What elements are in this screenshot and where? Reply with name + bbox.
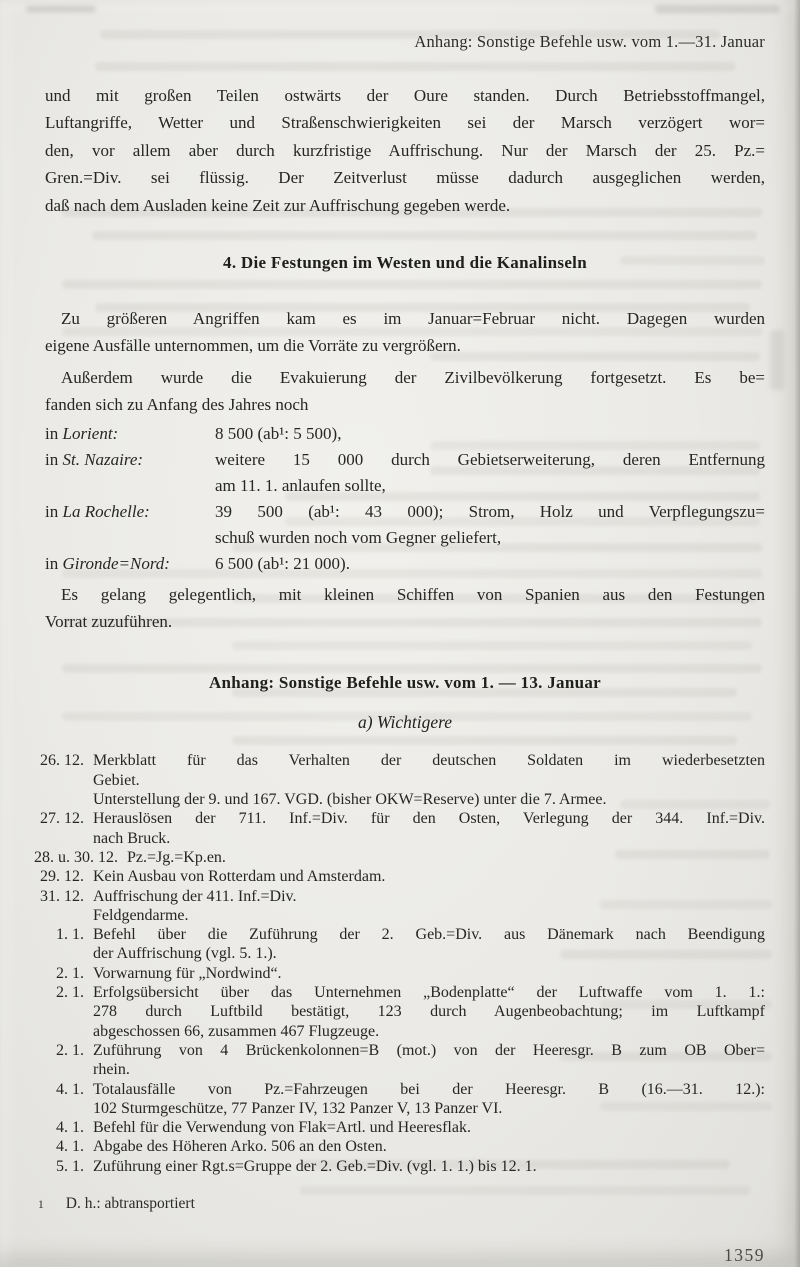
- entry-date: 29. 12.: [40, 868, 84, 886]
- entry-text: Vorwarnung für „Nordwind“.: [93, 964, 282, 982]
- order-entry: [34, 809, 765, 848]
- order-entry: [34, 1157, 765, 1176]
- entry-text: Pz.=Jg.=Kp.en.: [127, 848, 226, 866]
- footnote: [38, 1194, 765, 1215]
- order-entry: [34, 1080, 765, 1119]
- fortress-detail: weitere 15 000 durch Gebietserweiterung, deren Entfernung am 11. 1. anlaufen sollte,: [215, 449, 765, 495]
- paragraph: Zu größeren Angriffen kam es im Januar=Februar nicht. Dagegen wurden eigene Ausfälle unternommen, um die Vorräte zu vergrößern.: [45, 309, 765, 356]
- entry-text: Abgabe des Höheren Arko. 506 an den Osten.: [93, 1138, 387, 1156]
- order-entry: [34, 751, 765, 809]
- fortress-detail: 39 500 (ab¹: 43 000); Strom, Holz und Verpflegungszu= schuß wurden noch vom Gegner geliefert,: [215, 501, 765, 547]
- fortress-prefix: in: [45, 423, 59, 443]
- order-entry: [34, 925, 765, 964]
- entry-date: 4. 1.: [56, 1080, 84, 1098]
- order-entry: [34, 867, 765, 886]
- entry-text: Befehl für die Verwendung von Flak=Artl. und Heeresflak.: [93, 1119, 471, 1137]
- fortress-prefix: in: [45, 501, 59, 521]
- order-entry: [34, 964, 765, 983]
- entry-date: 2. 1.: [56, 1041, 84, 1059]
- order-entry: [34, 983, 765, 1041]
- footnote-marker: 1: [38, 1199, 44, 1211]
- entry-text: Merkblatt für das Verhalten der deutschen Soldaten im wiederbesetzten Gebiet. Unterstellung der 9. und 167. VGD. (bisher OKW=Reserve) unter die 7. Armee.: [93, 752, 765, 809]
- entry-text: Totalausfälle von Pz.=Fahrzeugen bei der Heeresgr. B (16.—31. 12.): 102 Sturmgeschütze, 77 Panzer IV, 132 Panzer V, 13 Panzer VI.: [93, 1080, 765, 1117]
- entry-text: Erfolgsübersicht über das Unternehmen „Bodenplatte“ der Luftwaffe vom 1. 1.: 278 durch Luftbild bestätigt, 123 durch Augenbeobachtung; im Luftkampf abgeschossen 66, zusammen 467 Flugzeuge.: [93, 984, 765, 1040]
- order-entry: [34, 1137, 765, 1156]
- intro-paragraph: und mit großen Teilen ostwärts der Oure standen. Durch Betriebsstoffmangel, Luftangriffe, Wetter und Straßenschwierigkeiten sei der Marsch verzögert wor= den, vor allem aber durch kurzfristige Auffrischung. Nur der Marsch der 25. Pz.= Gren.=Div. sei flüssig. Der Zeitverlust müsse dadurch ausgeglichen werden, daß nach dem Ausladen keine Zeit zur Auffrischung gegeben werde.: [45, 86, 765, 215]
- fortress-prefix: in: [45, 553, 59, 573]
- order-entry: [34, 1118, 765, 1137]
- fortress-place: Gironde=Nord:: [62, 553, 170, 573]
- footnote-text: D. h.: abtransportiert: [65, 1195, 195, 1212]
- entry-date: 2. 1.: [56, 984, 84, 1002]
- entry-date: 2. 1.: [56, 964, 84, 982]
- entry-text: Zuführung von 4 Brückenkolonnen=B (mot.) von der Heeresgr. B zum OB Ober= rhein.: [93, 1041, 765, 1079]
- fortress-row: [45, 499, 765, 551]
- fortress-row: [45, 551, 765, 577]
- fortress-detail: 6 500 (ab¹: 21 000).: [215, 553, 350, 573]
- fortress-name: [45, 421, 215, 447]
- fortress-row: [45, 447, 765, 499]
- fortress-place: La Rochelle:: [62, 501, 150, 521]
- entry-date: 31. 12.: [40, 887, 84, 905]
- fortress-place: St. Nazaire:: [62, 449, 144, 469]
- appendix-subheading: a) Wichtigere: [357, 712, 453, 733]
- fortress-prefix: in: [45, 449, 59, 469]
- fortress-name: [45, 499, 215, 525]
- fortress-place: Lorient:: [62, 423, 119, 443]
- order-entry: [34, 887, 765, 926]
- entry-date: 27. 12.: [40, 810, 84, 828]
- entry-text: Auffrischung der 411. Inf.=Div. Feldgendarme.: [93, 887, 297, 924]
- entry-text: Kein Ausbau von Rotterdam und Amsterdam.: [93, 868, 386, 886]
- paragraph: Es gelang gelegentlich, mit kleinen Schiffen von Spanien aus den Festungen Vorrat zuzuführen.: [45, 584, 765, 632]
- order-entry: [34, 848, 765, 867]
- running-header: Anhang: Sonstige Befehle usw. vom 1.—31. Januar: [414, 32, 765, 51]
- entry-date: 1. 1.: [56, 926, 84, 944]
- page-number: 1359: [724, 1245, 765, 1265]
- entry-date: 5. 1.: [56, 1157, 84, 1175]
- entry-text: Befehl über die Zuführung der 2. Geb.=Div. aus Dänemark nach Beendigung der Auffrischung (vgl. 5. 1.).: [93, 926, 765, 963]
- entry-text: Zuführung einer Rgt.s=Gruppe der 2. Geb.=Div. (vgl. 1. 1.) bis 12. 1.: [93, 1157, 537, 1175]
- entry-date: 26. 12.: [40, 752, 84, 770]
- order-entries-list: [34, 751, 765, 1176]
- order-entry: [34, 1041, 765, 1080]
- entry-date: 4. 1.: [56, 1138, 84, 1156]
- fortress-name: [45, 551, 215, 577]
- appendix-heading: Anhang: Sonstige Befehle usw. vom 1. — 13. Januar: [208, 673, 602, 693]
- entry-date: 4. 1.: [56, 1119, 84, 1137]
- fortress-name: [45, 447, 215, 473]
- entry-date: 28. u. 30. 12.: [34, 848, 118, 866]
- fortress-list: [45, 421, 765, 577]
- paragraph: Außerdem wurde die Evakuierung der Zivilbevölkerung fortgesetzt. Es be= fanden sich zu Anfang des Jahres noch: [45, 367, 765, 415]
- entry-text: Herauslösen der 711. Inf.=Div. für den Osten, Verlegung der 344. Inf.=Div. nach Bruck.: [93, 810, 765, 847]
- fortress-detail: 8 500 (ab¹: 5 500),: [215, 423, 342, 443]
- section-heading: 4. Die Festungen im Westen und die Kanalinseln: [223, 253, 587, 273]
- fortress-row: [45, 421, 765, 447]
